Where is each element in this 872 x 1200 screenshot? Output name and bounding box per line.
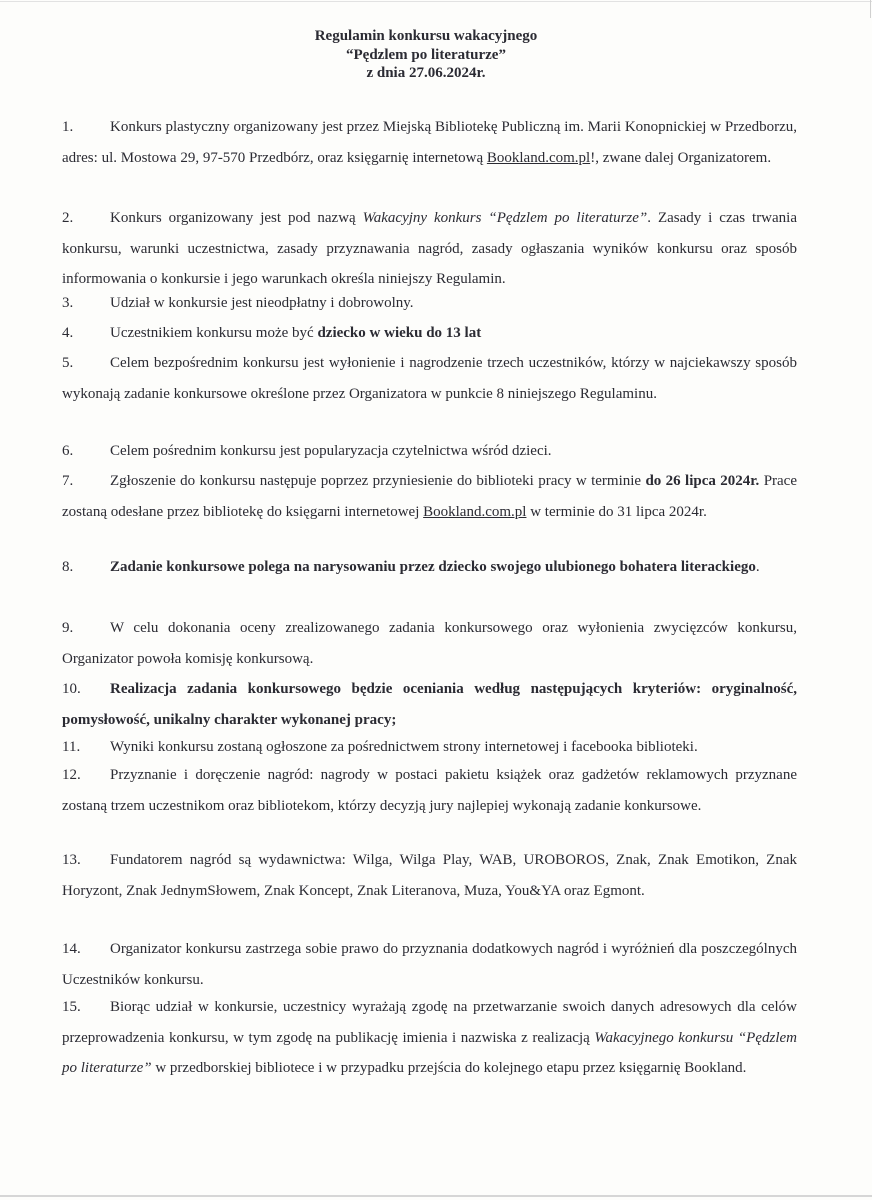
age-limit: dziecko w wieku do 13 lat: [317, 325, 482, 341]
rule-number: 3.: [62, 295, 74, 311]
rule-item-4: [62, 318, 797, 349]
rule-text: .: [755, 559, 760, 575]
rule-number: 12.: [62, 767, 81, 783]
document-title: [0, 27, 852, 83]
rule-text: Uczestnikiem konkursu może być: [110, 325, 318, 341]
contest-name: Wakacyjny konkurs “Pędzlem po literaturze”: [362, 210, 648, 226]
bookland-link[interactable]: Bookland.com.pl: [486, 149, 591, 166]
rule-item-15: [62, 992, 797, 1084]
rule-item-12: [62, 760, 797, 821]
rule-item-9: [62, 613, 797, 674]
scan-right-edge: [870, 0, 871, 18]
rule-number: 6.: [62, 443, 74, 459]
rule-item-14: [62, 934, 797, 995]
rule-number: 15.: [62, 999, 81, 1015]
rule-item-13: [62, 845, 797, 906]
rule-number: 14.: [62, 941, 81, 957]
contest-name: Wakacyjnego konkursu “Pędzlem po literaturze”: [62, 1029, 797, 1076]
rule-text: W celu dokonania oceny zrealizowanego zadania konkursowego oraz wyłonienia zwycięzców konkursu, Organizator powoła komisję konkursową.: [62, 620, 797, 667]
rule-number: 4.: [62, 325, 74, 341]
rule-number: 1.: [62, 119, 74, 135]
rule-item-5: [62, 348, 797, 409]
evaluation-criteria: Realizacja zadania konkursowego będzie oceniania według następujących kryteriów: oryginalność, pomysłowość, unikalny charakter wykonanej pracy;: [62, 681, 797, 728]
rule-text: Udział w konkursie jest nieodpłatny i dobrowolny.: [110, 295, 414, 311]
rule-text: Przyznanie i doręczenie nagród: nagrody w postaci pakietu książek oraz gadżetów reklamowych przyznane zostaną trzem uczestnikom oraz bibliotekom, którzy decyzją jury najlepiej wykonają zadanie konkursowe.: [62, 767, 797, 814]
title-line-2: “Pędzlem po literaturze”: [346, 46, 506, 63]
rule-text: . Zasady i czas trwania konkursu, warunki uczestnictwa, zasady przyznawania nagród, zasady ogłaszania wyników konkursu oraz sposób informowania o konkursie i jego warunkach określa niniejszy Regulamin.: [62, 210, 797, 287]
rule-text: !, zwane dalej Organizatorem.: [590, 149, 772, 166]
scan-top-edge: [0, 1, 872, 2]
rule-text: Konkurs organizowany jest pod nazwą: [110, 210, 363, 226]
rule-text: Celem bezpośrednim konkursu jest wyłonienie i nagrodzenie trzech uczestników, którzy w najciekawszy sposób wykonają zadanie konkursowe określone przez Organizatora w punkcie 8 niniejszego Regulaminu.: [62, 355, 797, 402]
rule-text: Fundatorem nagród są wydawnictwa: Wilga, Wilga Play, WAB, UROBOROS, Znak, Znak Emotikon, Znak Horyzont, Znak JednymSłowem, Znak Koncept, Znak Literanova, Muza, You&YA oraz Egmont.: [62, 852, 797, 899]
rule-number: 13.: [62, 852, 81, 868]
rule-item-11: [62, 732, 797, 763]
rule-number: 9.: [62, 620, 74, 636]
rule-number: 8.: [62, 559, 74, 575]
rule-item-8: [62, 552, 797, 583]
rule-item-7: [62, 466, 797, 527]
rule-text: Konkurs plastyczny organizowany jest przez Miejską Bibliotekę Publiczną im. Marii Konopnickiej w Przedborzu, adres: ul. Mostowa 29, 97-570 Przedbórz, oraz księgarnię internetową: [62, 119, 797, 166]
contest-task: Zadanie konkursowe polega na narysowaniu przez dziecko swojego ulubionego bohatera literackiego: [110, 559, 756, 575]
rule-text: w przedborskiej bibliotece i w przypadku przejścia do kolejnego etapu przez księgarnię Bookland.: [151, 1060, 747, 1076]
rule-number: 11.: [62, 739, 81, 755]
rule-text: Wyniki konkursu zostaną ogłoszone za pośrednictwem strony internetowej i facebooka biblioteki.: [110, 739, 698, 755]
rule-text: w terminie do 31 lipca 2024r.: [526, 503, 707, 520]
rule-text: Zgłoszenie do konkursu następuje poprzez przyniesienie do biblioteki pracy w terminie: [110, 473, 646, 489]
rule-text: Celem pośrednim konkursu jest popularyzacja czytelnictwa wśród dzieci.: [110, 443, 552, 459]
rule-item-3: [62, 288, 797, 319]
rule-item-2: [62, 203, 797, 295]
rule-text: Prace zostaną odesłane przez bibliotekę do księgarni internetowej: [62, 473, 797, 520]
rule-number: 2.: [62, 210, 74, 226]
rule-text: Biorąc udział w konkursie, uczestnicy wyrażają zgodę na przetwarzanie swoich danych adresowych dla celów przeprowadzenia konkursu, w tym zgodę na publikację imienia i nazwiska z realizacją: [62, 999, 797, 1046]
title-date: z dnia 27.06.2024r.: [366, 65, 486, 81]
bookland-link[interactable]: Bookland.com.pl: [423, 503, 527, 520]
rule-item-1: [62, 112, 797, 173]
scan-bottom-edge: [0, 1195, 872, 1197]
rule-text: Organizator konkursu zastrzega sobie prawo do przyznania dodatkowych nagród i wyróżnień dla poszczególnych Uczestników konkursu.: [62, 941, 797, 988]
rule-item-6: [62, 436, 797, 467]
rule-number: 5.: [62, 355, 74, 371]
rule-number: 10.: [62, 681, 81, 697]
title-line-1: Regulamin konkursu wakacyjnego: [314, 28, 538, 44]
deadline: do 26 lipca 2024r.: [645, 473, 760, 489]
rule-item-10: [62, 674, 797, 735]
rule-number: 7.: [62, 473, 74, 489]
